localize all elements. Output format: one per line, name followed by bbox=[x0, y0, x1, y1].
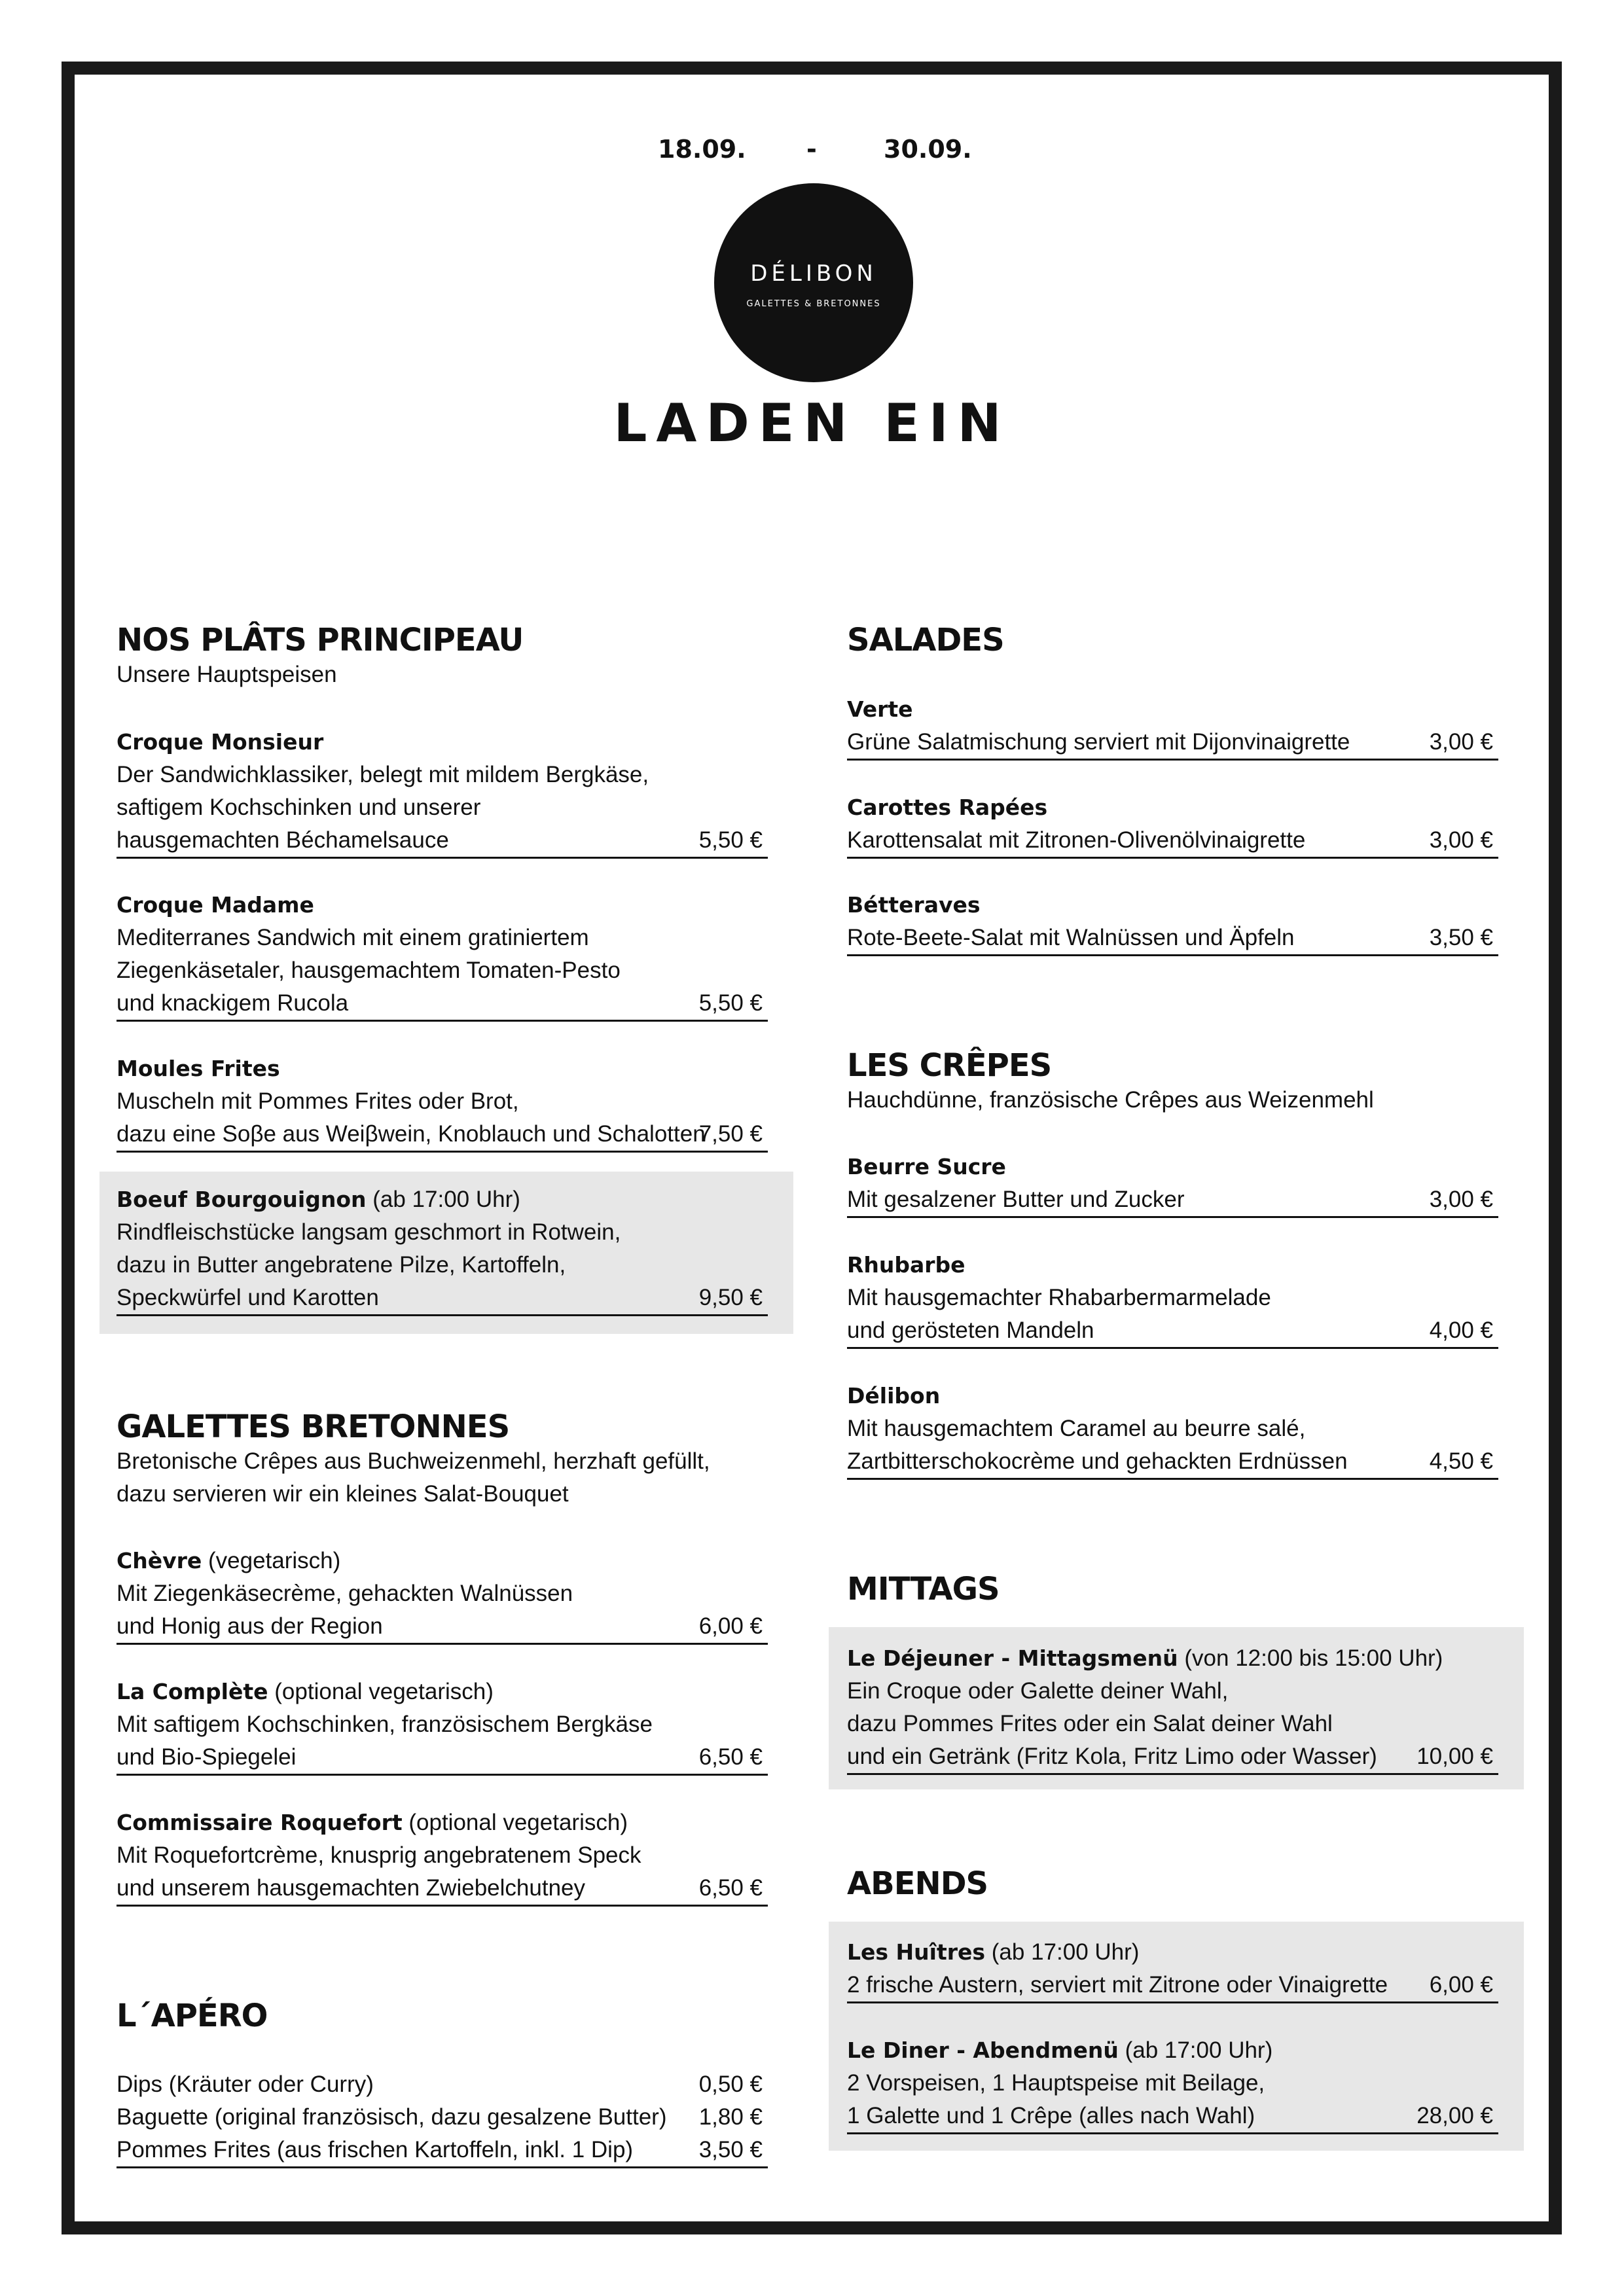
item-name: Le Diner - Abendmenü bbox=[847, 2037, 1119, 2063]
item-desc: Mit hausgemachtem Caramel au beurre salé, bbox=[847, 1416, 1306, 1441]
item-desc: Der Sandwichklassiker, belegt mit mildem Bergkäse, bbox=[117, 762, 649, 787]
item-note: (ab 17:00 Uhr) bbox=[985, 1939, 1140, 1965]
section-title: GALETTES BRETONNES bbox=[117, 1408, 510, 1445]
item-name: Bétteraves bbox=[847, 892, 981, 918]
item-desc: Mit gesalzener Butter und Zucker bbox=[847, 1187, 1185, 1212]
item-note: (von 12:00 bis 15:00 Uhr) bbox=[1178, 1645, 1443, 1671]
item-desc: Grüne Salatmischung serviert mit Dijonvinaigrette bbox=[847, 729, 1350, 755]
item-desc: Speckwürfel und Karotten bbox=[117, 1285, 379, 1310]
item-name: Carottes Rapées bbox=[847, 795, 1048, 820]
item-price: 3,50 € bbox=[698, 2137, 763, 2162]
item-desc: Ziegenkäsetaler, hausgemachtem Tomaten-Pesto bbox=[117, 958, 621, 983]
item-desc: und knackigem Rucola bbox=[117, 990, 349, 1016]
delibon-logo bbox=[714, 183, 913, 382]
menu-item bbox=[117, 1676, 768, 1776]
item-desc: Ein Croque oder Galette deiner Wahl, bbox=[847, 1678, 1229, 1704]
item-price: 6,50 € bbox=[698, 1875, 763, 1901]
menu-item bbox=[847, 791, 1498, 859]
list-item bbox=[117, 2101, 768, 2134]
item-desc: Mit Roquefortcrème, knusprig angebratenem Speck bbox=[117, 1842, 641, 1868]
menu-item bbox=[847, 693, 1498, 761]
item-desc: und unserem hausgemachten Zwiebelchutney bbox=[117, 1875, 585, 1901]
menu-item bbox=[847, 2034, 1498, 2134]
menu-item bbox=[117, 726, 768, 859]
menu-item bbox=[847, 889, 1498, 956]
item-desc: 2 Vorspeisen, 1 Hauptspeise mit Beilage, bbox=[847, 2070, 1265, 2096]
item-price: 5,50 € bbox=[698, 990, 763, 1016]
section-title: ABENDS bbox=[847, 1865, 988, 1902]
section-mittags bbox=[847, 1571, 1000, 1607]
item-desc: Mit saftigem Kochschinken, französischem Bergkäse bbox=[117, 1712, 653, 1737]
date-range bbox=[0, 135, 1624, 174]
item-price: 3,50 € bbox=[1429, 925, 1493, 950]
item-name: Chèvre bbox=[117, 1548, 202, 1573]
item-price: 4,50 € bbox=[1429, 1448, 1493, 1474]
item-desc: 1 Galette und 1 Crêpe (alles nach Wahl) bbox=[847, 2103, 1255, 2128]
item-price: 6,00 € bbox=[698, 1613, 763, 1639]
item-note: (vegetarisch) bbox=[202, 1548, 341, 1573]
item-name: Croque Monsieur bbox=[117, 729, 324, 755]
item-name: Délibon bbox=[847, 1383, 941, 1408]
menu-item bbox=[847, 1151, 1498, 1218]
item-name: Boeuf Bourgouignon bbox=[117, 1187, 367, 1212]
item-desc: Mit Ziegenkäsecrème, gehackten Walnüssen bbox=[117, 1581, 573, 1606]
item-desc: Muscheln mit Pommes Frites oder Brot, bbox=[117, 1088, 519, 1114]
item-desc: und Bio-Spiegelei bbox=[117, 1744, 297, 1770]
item-price: 3,00 € bbox=[1429, 729, 1493, 755]
list-item bbox=[117, 2134, 768, 2168]
item-price: 28,00 € bbox=[1416, 2103, 1493, 2128]
item-price: 5,50 € bbox=[698, 827, 763, 853]
item-desc: saftigem Kochschinken und unserer bbox=[117, 795, 481, 820]
item-desc: hausgemachten Béchamelsauce bbox=[117, 827, 449, 853]
section-subtitle: Bretonische Crêpes aus Buchweizenmehl, herzhaft gefüllt, bbox=[117, 1448, 710, 1474]
item-note: (optional vegetarisch) bbox=[402, 1810, 628, 1835]
section-apero bbox=[117, 1998, 267, 2034]
menu-item bbox=[847, 1249, 1498, 1349]
item-name: Le Déjeuner - Mittagsmenü bbox=[847, 1645, 1178, 1671]
section-title: NOS PLÂTS PRINCIPEAU bbox=[117, 622, 524, 658]
section-title: LES CRÊPES bbox=[847, 1047, 1052, 1084]
logo-name: DÉLIBON bbox=[750, 260, 877, 287]
item-price: 0,50 € bbox=[698, 2072, 763, 2097]
item-desc: Rindfleischstücke langsam geschmort in Rotwein, bbox=[117, 1219, 621, 1245]
page-headline: LADEN EIN bbox=[613, 393, 1011, 454]
section-title: L´APÉRO bbox=[117, 1998, 268, 2034]
section-plats bbox=[117, 622, 523, 691]
menu-item bbox=[117, 889, 768, 1022]
item-note: (optional vegetarisch) bbox=[268, 1679, 494, 1704]
menu-item bbox=[847, 1936, 1498, 2003]
item-desc: Baguette (original französisch, dazu gesalzene Butter) bbox=[117, 2104, 667, 2130]
item-name: Verte bbox=[847, 696, 913, 722]
menu-item bbox=[117, 1806, 768, 1907]
item-price: 6,00 € bbox=[1429, 1972, 1493, 1998]
menu-item bbox=[847, 1642, 1498, 1775]
logo-subtitle: GALETTES & BRETONNES bbox=[746, 299, 881, 309]
item-name: La Complète bbox=[117, 1679, 268, 1704]
item-desc: Karottensalat mit Zitronen-Olivenölvinaigrette bbox=[847, 827, 1306, 853]
item-desc: Zartbitterschokocrème und gehackten Erdnüssen bbox=[847, 1448, 1348, 1474]
item-note: (ab 17:00 Uhr) bbox=[366, 1187, 520, 1212]
item-desc: Pommes Frites (aus frischen Kartoffeln, inkl. 1 Dip) bbox=[117, 2137, 634, 2162]
menu-item bbox=[117, 1052, 768, 1153]
section-crepes bbox=[847, 1047, 1374, 1117]
item-desc: Mediterranes Sandwich mit einem gratiniertem bbox=[117, 925, 589, 950]
section-subtitle: Hauchdünne, französische Crêpes aus Weizenmehl bbox=[847, 1087, 1374, 1113]
date-separator: - bbox=[806, 135, 817, 164]
item-desc: Mit hausgemachter Rhabarbermarmelade bbox=[847, 1285, 1271, 1310]
item-desc: 2 frische Austern, serviert mit Zitrone oder Vinaigrette bbox=[847, 1972, 1388, 1998]
item-price: 3,00 € bbox=[1429, 827, 1493, 853]
section-title: SALADES bbox=[847, 622, 1004, 658]
item-desc: Rote-Beete-Salat mit Walnüssen und Äpfeln bbox=[847, 925, 1295, 950]
item-desc: dazu eine Soβe aus Weiβwein, Knoblauch und Schalotten bbox=[117, 1121, 706, 1147]
item-name: Croque Madame bbox=[117, 892, 314, 918]
item-name: Moules Frites bbox=[117, 1056, 280, 1081]
section-subtitle: Unsere Hauptspeisen bbox=[117, 662, 337, 687]
apero-list bbox=[117, 2068, 768, 2168]
list-item bbox=[117, 2068, 768, 2101]
item-note: (ab 17:00 Uhr) bbox=[1118, 2037, 1273, 2063]
item-desc: dazu in Butter angebratene Pilze, Kartoffeln, bbox=[117, 1252, 566, 1278]
menu-item bbox=[117, 1183, 768, 1316]
item-price: 4,00 € bbox=[1429, 1318, 1493, 1343]
item-desc: dazu Pommes Frites oder ein Salat deiner Wahl bbox=[847, 1711, 1333, 1736]
item-name: Commissaire Roquefort bbox=[117, 1810, 403, 1835]
item-name: Les Huîtres bbox=[847, 1939, 986, 1965]
date-from: 18.09. bbox=[658, 135, 746, 164]
section-subtitle: dazu servieren wir ein kleines Salat-Bouquet bbox=[117, 1481, 569, 1507]
item-price: 3,00 € bbox=[1429, 1187, 1493, 1212]
menu-item bbox=[847, 1380, 1498, 1480]
item-price: 6,50 € bbox=[698, 1744, 763, 1770]
item-desc: und Honig aus der Region bbox=[117, 1613, 383, 1639]
item-price: 9,50 € bbox=[698, 1285, 763, 1310]
section-abends bbox=[847, 1865, 988, 1902]
item-price: 10,00 € bbox=[1416, 1744, 1493, 1769]
item-name: Rhubarbe bbox=[847, 1252, 965, 1278]
item-desc: und ein Getränk (Fritz Kola, Fritz Limo oder Wasser) bbox=[847, 1744, 1377, 1769]
menu-item bbox=[117, 1545, 768, 1645]
item-desc: Dips (Kräuter oder Curry) bbox=[117, 2072, 374, 2097]
item-price: 1,80 € bbox=[698, 2104, 763, 2130]
section-galettes bbox=[117, 1408, 710, 1511]
item-price: 7,50 € bbox=[698, 1121, 763, 1147]
item-name: Beurre Sucre bbox=[847, 1154, 1006, 1179]
section-title: MITTAGS bbox=[847, 1571, 1000, 1607]
date-to: 30.09. bbox=[884, 135, 972, 164]
section-salades bbox=[847, 622, 1004, 658]
item-desc: und gerösteten Mandeln bbox=[847, 1318, 1094, 1343]
